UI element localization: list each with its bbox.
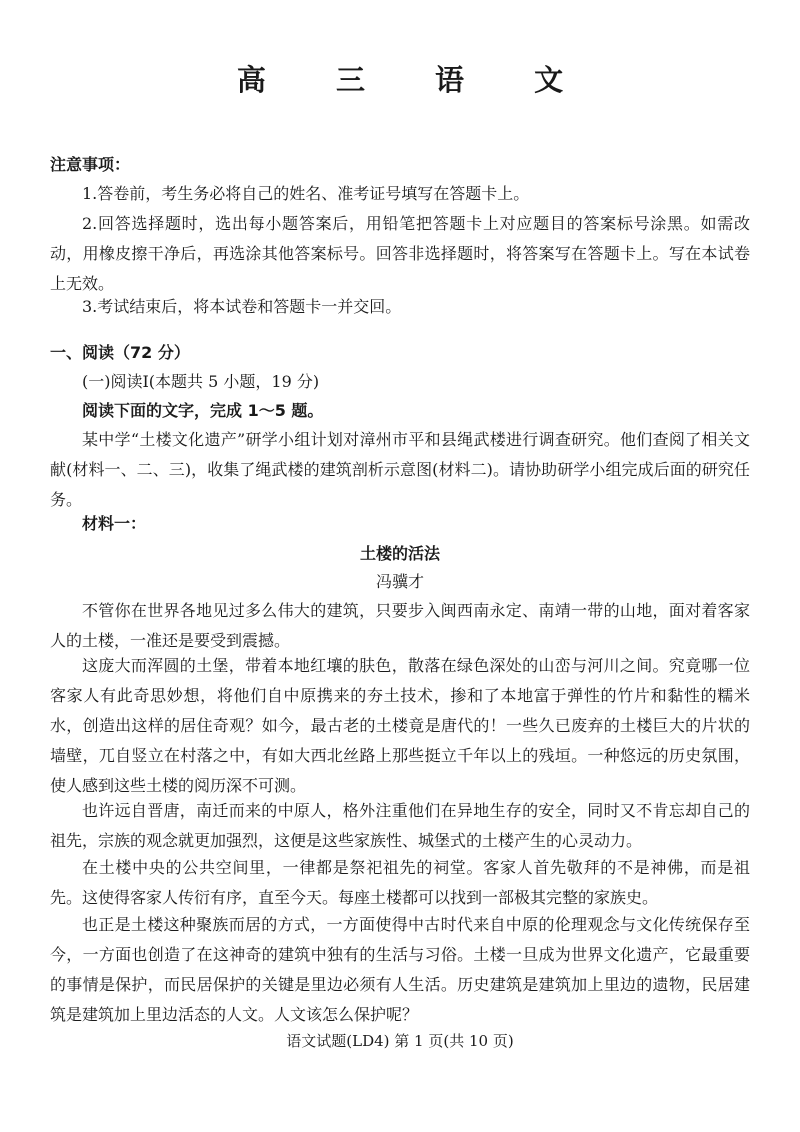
article-paragraph-1: 不管你在世界各地见过多么伟大的建筑，只要步入闽西南永定、南靖一带的山地，面对着客家人的土楼，一准还是要受到震撼。 (50, 601, 750, 650)
material-label: 材料一： (82, 514, 147, 533)
section-instruction: 阅读下面的文字，完成 1～5 题。 (82, 401, 324, 420)
article-paragraph-2: 这庞大而浑圆的土堡，带着本地红壤的肤色，散落在绿色深处的山峦与河川之间。究竟哪一位客家人有此奇思妙想，将他们自中原携来的夯土技术，掺和了本地富于弹性的竹片和黏性的糯米水，创造出这样的居住奇观？如今，最古老的土楼竟是唐代的！一些久已废弃的土楼巨大的片状的墙壁，兀自竖立在村落之中，有如大西北丝路上那些挺立千年以上的残垣。一种悠远的历史氛围，使人感到这些土楼的阅历深不可测。 (50, 656, 750, 795)
notice-heading: 注意事项： (50, 155, 131, 174)
exam-title: 高 三 语 文 (236, 63, 594, 97)
section-intro: 某中学“土楼文化遗产”研学小组计划对漳州市平和县绳武楼进行调查研究。他们查阅了相关文献(材料一、二、三)，收集了绳武楼的建筑剖析示意图(材料二)。请协助研学小组完成后面的研究任务。 (50, 430, 750, 509)
section-heading: 一、阅读（72 分） (50, 343, 190, 362)
article-paragraph-3: 也许远自晋唐，南迁而来的中原人，格外注重他们在异地生存的安全，同时又不肯忘却自己的祖先，宗族的观念就更加强烈，这便是这些家族性、城堡式的土楼产生的心灵动力。 (50, 801, 750, 850)
article-paragraph-5: 也正是土楼这种聚族而居的方式，一方面使得中古时代来自中原的伦理观念与文化传统保存至今，一方面也创造了在这神奇的建筑中独有的生活与习俗。土楼一旦成为世界文化遗产，它最重要的事情是保护，而民居保护的关键是里边必须有人生活。历史建筑是建筑加上里边的遗物，民居建筑是建筑加上里边活态的人文。人文该怎么保护呢？ (50, 915, 750, 1024)
section-subheading: (一)阅读Ⅰ(本题共 5 小题，19 分) (82, 372, 320, 391)
notice-item-3: 3.考试结束后，将本试卷和答题卡一并交回。 (82, 297, 402, 316)
page-footer: 语文试题(LD4) 第 1 页(共 10 页) (286, 1032, 514, 1050)
article-title: 土楼的活法 (359, 544, 440, 563)
notice-item-2: 2.回答选择题时，选出每小题答案后，用铅笔把答题卡上对应题目的答案标号涂黑。如需改动，用橡皮擦干净后，再选涂其他答案标号。回答非选择题时，将答案写在答题卡上。写在本试卷上无效。 (50, 214, 750, 293)
article-paragraph-4: 在土楼中央的公共空间里，一律都是祭祀祖先的祠堂。客家人首先敬拜的不是神佛，而是祖先。这使得客家人传衍有序，直至今天。每座土楼都可以找到一部极其完整的家族史。 (50, 858, 750, 907)
article-author: 冯骥才 (375, 572, 424, 591)
notice-item-1: 1.答卷前，考生务必将自己的姓名、准考证号填写在答题卡上。 (82, 184, 530, 203)
